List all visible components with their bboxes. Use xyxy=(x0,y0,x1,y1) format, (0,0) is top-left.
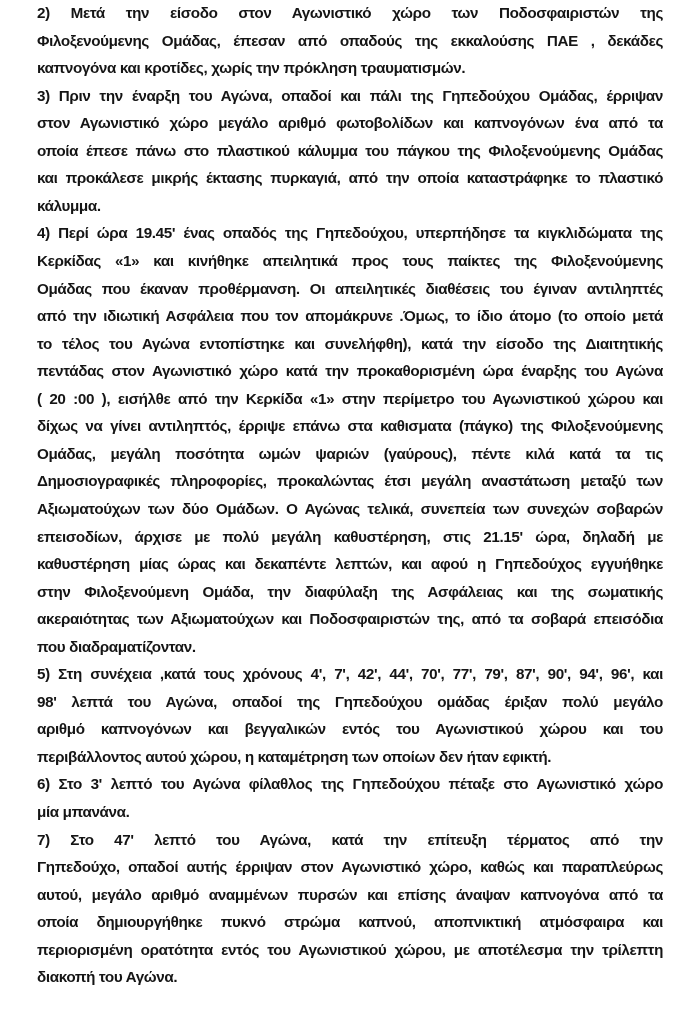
text-line: ( 20 :00 ), εισήλθε από την Κερκίδα «1» στην περίμετρο του Αγωνιστικού χώρου και xyxy=(37,390,663,408)
text-line: οποία έπεσε πάνω στο πλαστικού κάλυμμα του πάγκου της Φιλοξενούμενης Ομάδας xyxy=(37,142,663,160)
text-line: Φιλοξενούμενης Ομάδας, έπεσαν από οπαδούς της εκκαλούσης ΠΑΕ , δεκάδες xyxy=(37,32,663,50)
text-line: 4) Περί ώρα 19.45' ένας οπαδός της Γηπεδούχου, υπερπήδησε τα κιγκλιδώματα της xyxy=(37,225,663,243)
text-line: Γηπεδούχο, οπαδοί αυτής έρριψαν στον Αγωνιστικό χώρο, καθώς και παραπλεύρως xyxy=(37,859,663,877)
text-line: 3) Πριν την έναρξη του Αγώνα, οπαδοί και πάλι της Γηπεδούχου Ομάδας, έρριψαν xyxy=(37,87,663,105)
text-line: το τέλος του Αγώνα εντοπίστηκε και συνελήφθη), κατά την είσοδο της Διαιτητικής xyxy=(37,335,663,353)
text-line: στον Αγωνιστικό χώρο μεγάλο αριθμό φωτοβολίδων και καπνογόνων ένα από τα xyxy=(37,115,663,133)
text-line: 2) Μετά την είσοδο στον Αγωνιστικό χώρο των Ποδοσφαιριστών της xyxy=(37,5,663,22)
text-line: 6) Στο 3' λεπτό του Αγώνα φίλαθλος της Γηπεδούχου πέταξε στο Αγωνιστικό χώρο xyxy=(37,776,663,794)
text-line: πεντάδας στον Αγωνιστικό χώρο κατά την προκαθορισμένη ώρα έναρξης του Αγώνα xyxy=(37,363,663,381)
text-line: καπνογόνα και κροτίδες, χωρίς την πρόκληση τραυματισμών. xyxy=(37,60,466,78)
text-line: οποία δημιουργήθηκε πυκνό στρώμα καπνού, αποπνικτική ατμόσφαιρα και xyxy=(37,914,663,932)
text-line: από την ιδιωτική Ασφάλεια που τον απομάκρυνε .Όμως, το ίδιο άτομο (το οποίο μετά xyxy=(37,308,663,326)
text-line: 98' λεπτά του Αγώνα, οπαδοί της Γηπεδούχου ομάδας έριξαν πολύ μεγάλο xyxy=(37,693,663,711)
text-line: αριθμό καπνογόνων και βεγγαλικών εντός του Αγωνιστικού χώρου και του xyxy=(37,721,663,739)
text-line: και προκάλεσε μικρής έκτασης πυρκαγιά, από την οποία καταστράφηκε το πλαστικό xyxy=(37,170,663,188)
text-line: Ομάδας, μεγάλη ποσότητα ωμών ψαριών (γαύρους), πέντε κιλά κατά τα τις xyxy=(37,445,663,463)
text-line: καθυστέρηση μίας ώρας και δεκαπέντε λεπτών, και αφού η Γηπεδούχος εγγυήθηκε xyxy=(37,556,663,573)
text-line: κάλυμμα. xyxy=(37,197,101,215)
text-line: Ομάδας που έκαναν προθέρμανση. Οι απειλητικές διαθέσεις του έγιναν αντιληπτές xyxy=(37,280,663,298)
text-line: επεισοδίων, άρχισε με πολύ μεγάλη καθυστέρηση, στις 21.15' ώρα, δηλαδή με xyxy=(37,528,663,546)
text-line: 5) Στη συνέχεια ,κατά τους χρόνους 4', 7', 42', 44', 70', 77', 79', 87', 90', 94', 96', και xyxy=(37,666,663,684)
text-line: Κερκίδας «1» και κινήθηκε απειλητικά προς τους παίκτες της Φιλοξενούμενης xyxy=(37,253,663,270)
text-line: Δημοσιογραφικές πληροφορίες, προκαλώντας έτσι μεγάλη αναστάτωση μεταξύ των xyxy=(37,473,663,491)
text-line: ακεραιότητας των Αξιωματούχων και Ποδοσφαιριστών της, από τα σοβαρά επεισόδια xyxy=(37,611,663,629)
text-line: περιορισμένη ορατότητα εντός του Αγωνιστικού χώρου, με αποτέλεσμα την τρίλεπτη xyxy=(37,941,663,959)
text-line: Αξιωματούχων των δύο Ομάδων. Ο Αγώνας τελικά, συνεπεία των συνεχών σοβαρών xyxy=(37,500,663,518)
text-line: περιβάλλοντος αυτού χώρου, η καταμέτρηση των οποίων δεν ήταν εφικτή. xyxy=(37,748,552,766)
text-line: στην Φιλοξενούμενη Ομάδα, την διαφύλαξη της Ασφάλειας και της σωματικής xyxy=(37,583,663,601)
text-line: μία μπανάνα. xyxy=(37,804,130,821)
text-line: διακοπή του Αγώνα. xyxy=(37,969,178,987)
text-line: αυτού, μεγάλο αριθμό αναμμένων πυρσών και επίσης άναψαν καπνογόνα από τα xyxy=(37,886,663,904)
text-line: 7) Στο 47' λεπτό του Αγώνα, κατά την επίτευξη τέρματος από την xyxy=(37,831,663,849)
text-line: που διαδραματίζονταν. xyxy=(37,638,196,656)
text-line: δίχως να γίνει αντιληπτός, έρριψε επάνω στα καθισματα (πάγκο) της Φιλοξενούμενης xyxy=(37,418,663,436)
